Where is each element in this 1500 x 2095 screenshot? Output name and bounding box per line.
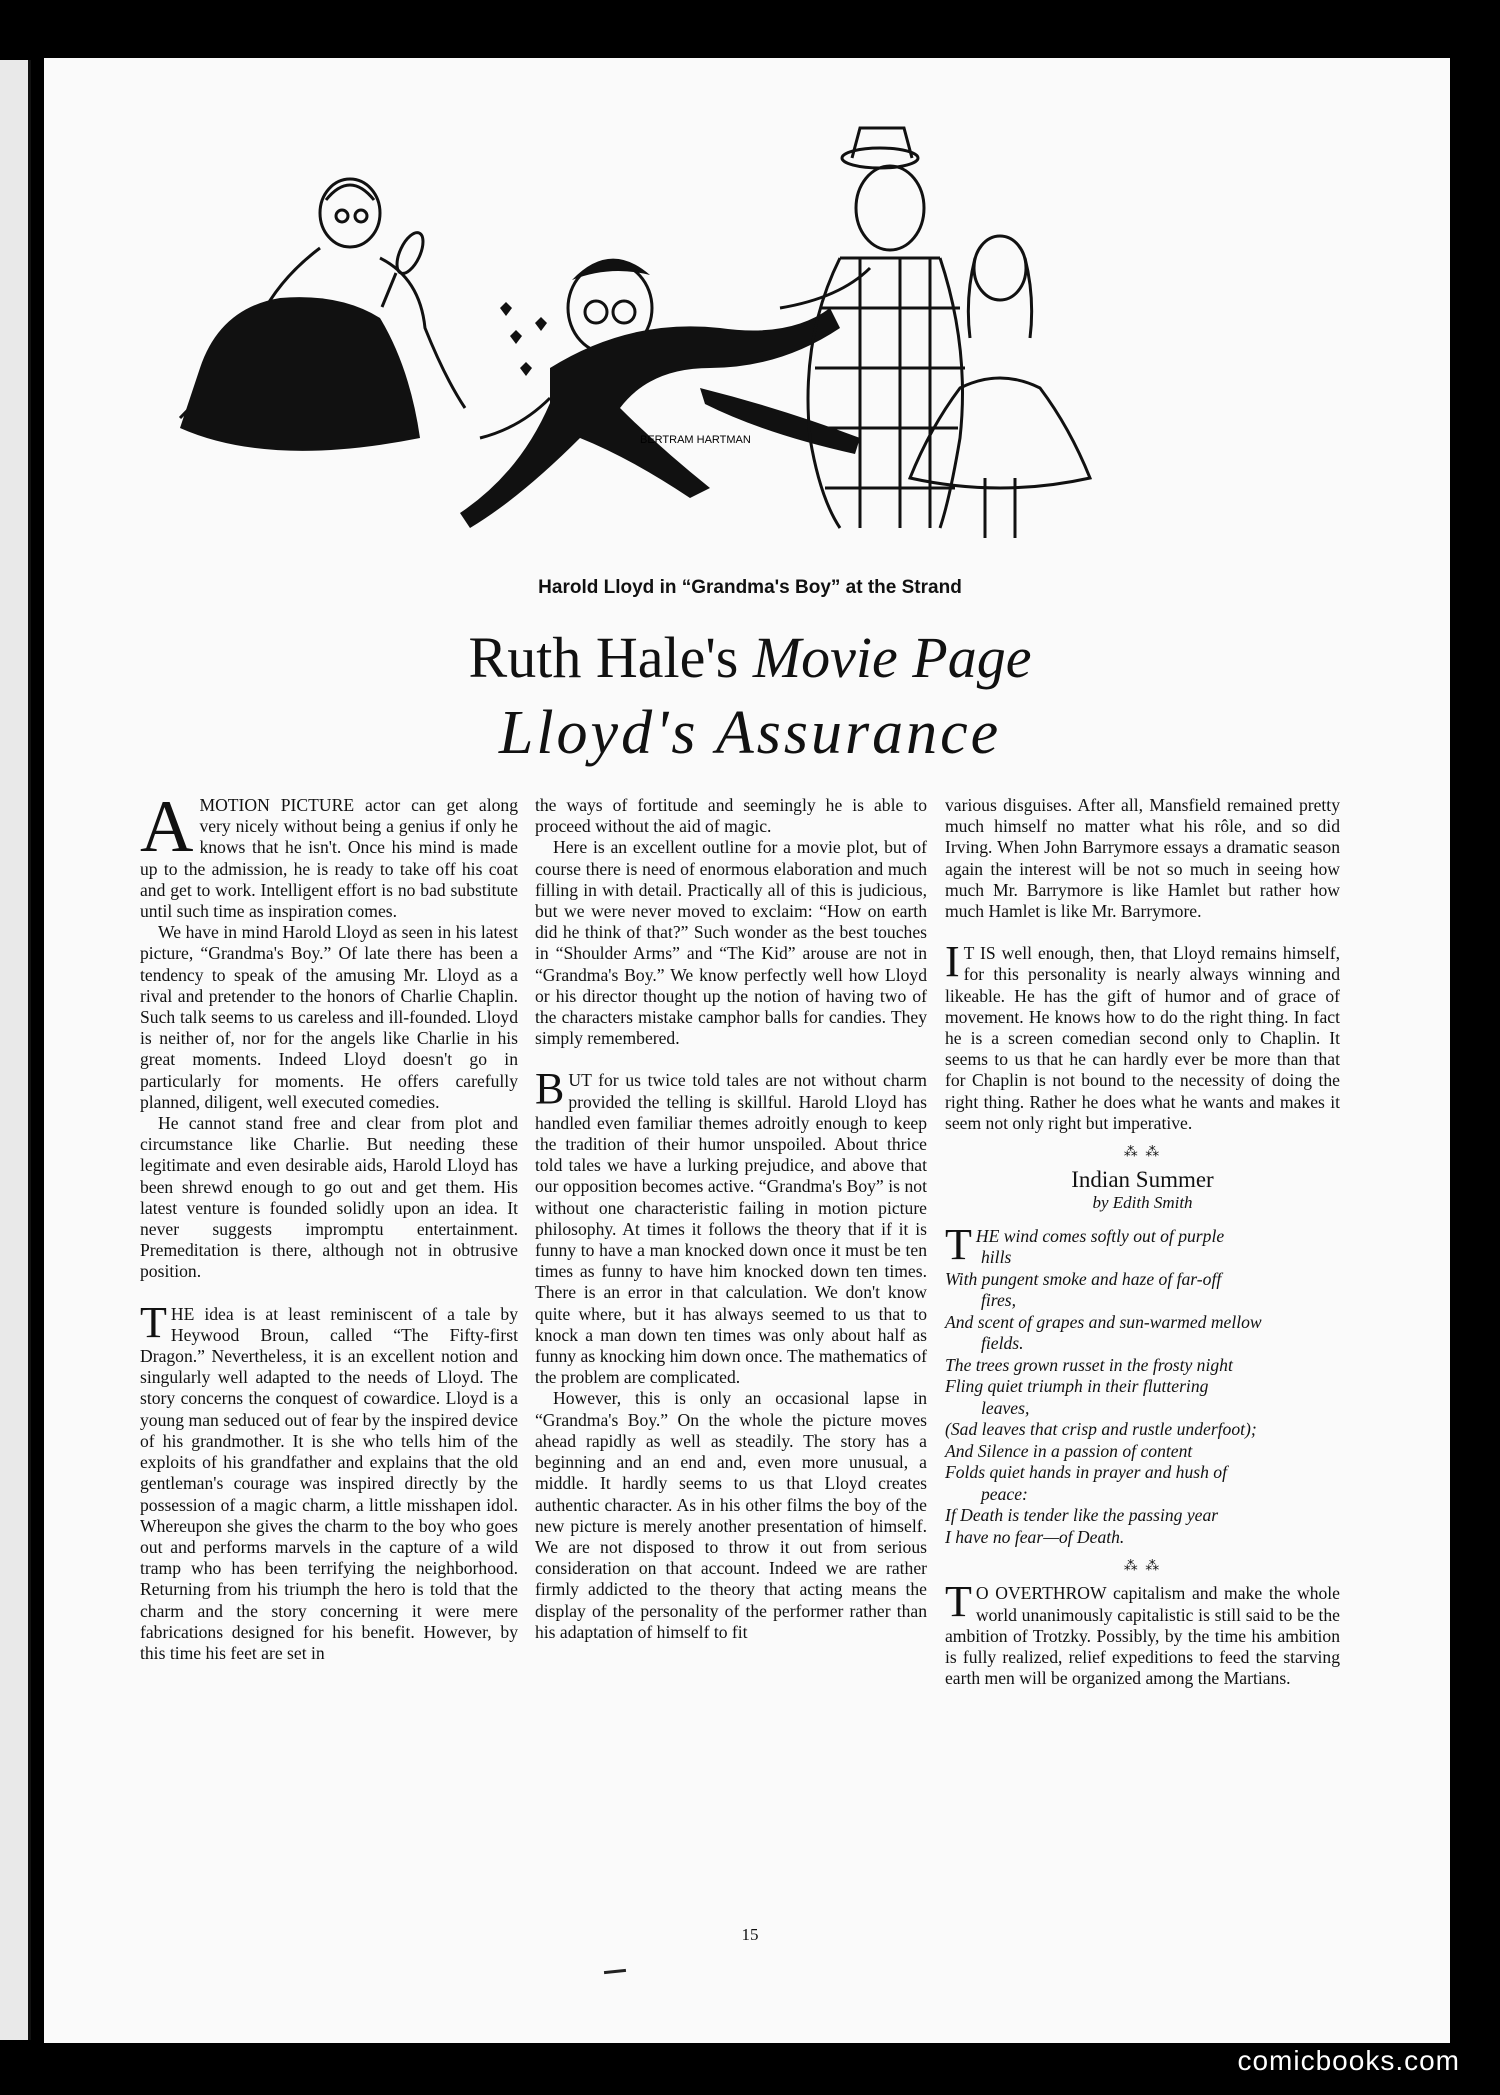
paragraph: BUT for us twice told tales are not without charm provided the telling is skillful. Harold Lloyd has handled even familiar themes adroitly enough to keep the tradition of their humor unspoiled. About thrice told tales we have a lurking prejudice, and above that our opposition becomes active. “Grandma's Boy” is not without one characteristic failing in motion picture philosophy. At times it follows the theory that if it is funny to have a man knocked down once it must be ten times as funny to have him knocked down ten times. There is an error in that calculation. We don't know quite where, but it has always seemed to us that to knock a man down ten times was only about half as funny as knocking him down once. The mathematics of the problem are complicated. xyxy=(535,1064,927,1388)
article-headline: Lloyd's Assurance xyxy=(498,699,1002,767)
paragraph: He cannot stand free and clear from plot and circumstance like Charlie. But needing these legitimate and even desirable aids, Harold Lloyd has been shrewd enough to go out and get them. His latest venture is founded solidly upon an idea. It never suggests impromptu entertainment. Premeditation is there, although not in obtrusive position. xyxy=(140,1113,518,1282)
poem-body xyxy=(945,1219,1340,1549)
paragraph: We have in mind Harold Lloyd as seen in his latest picture, “Grandma's Boy.” Of late there has been a tendency to speak of the amusing Mr. Lloyd as a rival and pretender to the honors of Charlie Chaplin. Such talk seems to us careless and ill-founded. Lloyd is neither of, nor for the angels like Charlie in his great moments. Indeed Lloyd doesn't go in particularly for moments. He offers carefully planned, diligent, well executed comedies. xyxy=(140,922,518,1112)
paragraph: Here is an excellent outline for a movie plot, but of course there is need of enormous elaboration and much filling in with detail. Practically all of this is judicious, but we were never moved to exclaim: “How on earth did he think of that?” Such wonder as the best touches in “Shoulder Arms” and “The Kid” arouse are not in “Grandma's Boy.” We know perfectly well how Lloyd or his director thought up the notion of having two of the characters mistake camphor balls for candies. They simply remembered. xyxy=(535,837,927,1049)
poem-line: (Sad leaves that crisp and rustle underfoot); xyxy=(945,1419,1257,1440)
cartoon-illustration xyxy=(80,68,1200,558)
column-3 xyxy=(945,795,1340,1689)
page-title xyxy=(0,624,1500,691)
poem-line: Folds quiet hands in prayer and hush of xyxy=(945,1462,1227,1483)
section-ornament: ⁂ ⁂ xyxy=(1123,1559,1162,1575)
paragraph: various disguises. After all, Mansfield remained pretty much himself no matter what his rôle, and so did Irving. When John Barrymore essays a dramatic season again the interest will be not so much in seeing how much Mr. Barrymore is like Hamlet but rather how much Hamlet is like Mr. Barrymore. xyxy=(945,795,1340,922)
paragraph: AMOTION PICTURE actor can get along very nicely without being a genius if only he knows that he isn't. Once his mind is made up to the admission, he is ready to take off his coat and get to work. Intelligent effort is no bad substitute until such time as inspiration comes. xyxy=(140,786,518,922)
drop-cap: I xyxy=(945,937,960,987)
column-1 xyxy=(140,786,518,1664)
poem-line: If Death is tender like the passing year xyxy=(945,1505,1219,1526)
section-ornament: ⁂ ⁂ xyxy=(1123,1145,1162,1161)
site-watermark: comicbooks.com xyxy=(1237,2045,1460,2076)
poem-line: peace: xyxy=(981,1483,1028,1504)
poem-line: The trees grown russet in the frosty night xyxy=(945,1354,1233,1375)
poem-line: leaves, xyxy=(981,1397,1030,1418)
poem-line: And scent of grapes and sun-warmed mellow xyxy=(945,1311,1262,1332)
column-2 xyxy=(535,795,927,1643)
poem-line: With pungent smoke and haze of far-off xyxy=(945,1268,1222,1289)
title-italic: Movie Page xyxy=(752,625,1032,690)
drop-cap: A xyxy=(140,786,194,868)
facing-page-edge xyxy=(0,60,31,2040)
paragraph: I T IS well enough, then, that Lloyd remains himself, for this personality is nearly always winning and likeable. He has the gift of humor and of grace of movement. He knows how to do the right thing. In fact he is a screen comedian second only to Chaplin. It seems to us that he can hardly ever be more than that for Chaplin is not bound to the necessity of doing the right thing. Rather he does what he wants and makes it seem not only right but imperative. xyxy=(945,937,1340,1133)
illustration-caption: Harold Lloyd in “Grandma's Boy” at the Strand xyxy=(538,577,962,598)
drop-cap: T xyxy=(945,1219,972,1269)
poem-line: fires, xyxy=(981,1290,1017,1311)
paragraph: T O OVERTHROW capitalism and make the whole world unanimously capitalistic is still said to be the ambition of Trotzky. Possibly, by the time his ambition is fully realized, relief expeditions to feed the starving earth men will be organized among the Martians. xyxy=(945,1577,1340,1689)
drop-cap: T xyxy=(140,1297,167,1347)
poem-line: I have no fear—of Death. xyxy=(945,1526,1125,1547)
drop-cap: T xyxy=(945,1577,972,1627)
drop-cap: B xyxy=(535,1064,565,1114)
paragraph: However, this is only an occasional lapse in “Grandma's Boy.” On the whole the picture moves ahead rapidly as well as steadily. The story has a beginning and an end and, even more unusual, a middle. It hardly seems to us that Lloyd creates authentic character. As in his other films the boy of the new picture is merely another presentation of himself. We are not disposed to throw it out from serious consideration on that account. Indeed we are rather firmly addicted to the theory that acting means the display of the personality of the performer rather than his adaptation of himself to fit xyxy=(535,1388,927,1642)
poem-byline: by Edith Smith xyxy=(1092,1193,1193,1213)
poem-title: Indian Summer xyxy=(1071,1167,1214,1193)
page-number: 15 xyxy=(741,1925,759,1944)
poem-line: HE wind comes softly out of purple xyxy=(975,1225,1225,1246)
poem-line: And Silence in a passion of content xyxy=(945,1440,1193,1461)
title-author: Ruth Hale's xyxy=(468,625,753,690)
paragraph: the ways of fortitude and seemingly he is able to proceed without the aid of magic. xyxy=(535,795,927,837)
poem-line: fields. xyxy=(981,1333,1024,1354)
paragraph: THE idea is at least reminiscent of a tale by Heywood Broun, called “The Fifty-first Dragon.” Nevertheless, it is an excellent notion and singularly well adapted to the needs of Lloyd. The story concerns the conquest of cowardice. Lloyd is a young man seduced out of fear by the inspired device of his grandmother. It is she who tells him of the exploits of his grandfather and explains that the old gentleman's courage was inspired directly by the possession of a magic charm, a little misshapen idol. Whereupon she gives the charm to the boy who goes out and performs marvels in the capture of a wild tramp who has been terrifying the neighborhood. Returning from his triumph the hero is told that the charm and the story concerning it were mere fabrications designed for his benefit. However, by this time his feet are set in xyxy=(140,1297,518,1663)
poem-line: hills xyxy=(981,1247,1012,1268)
poem-line: Fling quiet triumph in their fluttering xyxy=(945,1376,1209,1397)
artist-signature: BERTRAM HARTMAN xyxy=(640,434,751,446)
